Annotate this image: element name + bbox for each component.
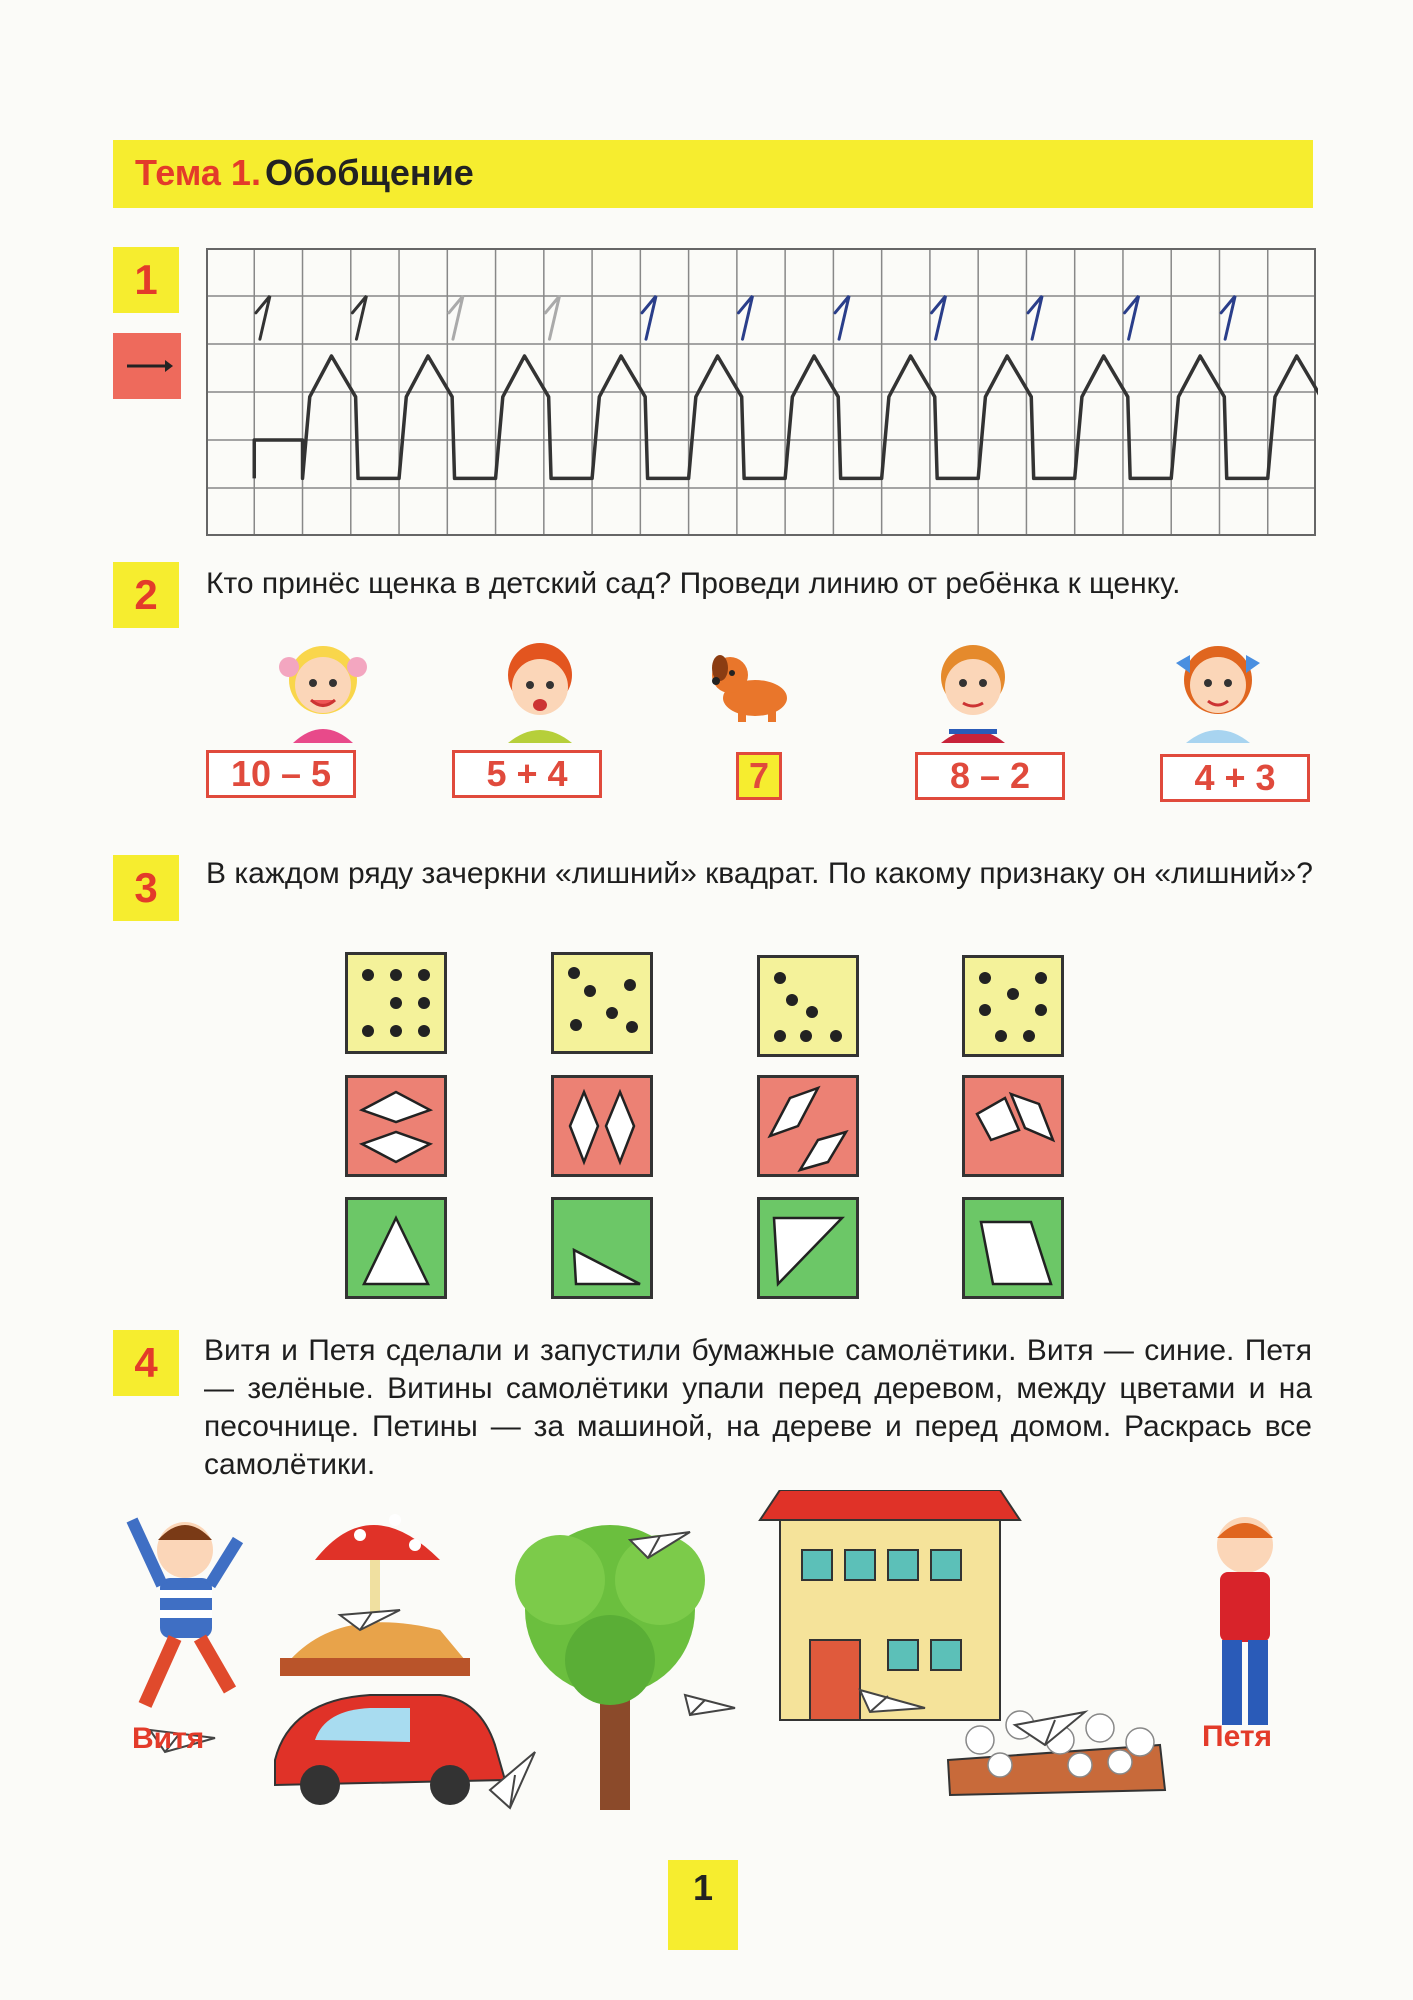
arrow-right-icon xyxy=(113,333,181,399)
expression-box-puppy: 7 xyxy=(736,752,782,800)
digit-one-sample xyxy=(256,296,270,339)
task-1-number: 1 xyxy=(113,247,179,313)
digit-one-sample xyxy=(835,296,849,339)
triangle-square-1 xyxy=(345,1197,447,1299)
copybook-grid xyxy=(206,248,1318,538)
rhombus-square-3 xyxy=(757,1075,859,1177)
boy-petya-figure xyxy=(1217,1517,1273,1725)
task-2-number: 2 xyxy=(113,562,179,628)
digit-one-sample xyxy=(932,296,946,339)
expression-box-4: 4 + 3 xyxy=(1160,754,1310,802)
triangle-square-3 xyxy=(757,1197,859,1299)
topic-header xyxy=(113,140,1313,208)
topic-title: Обобщение xyxy=(265,152,474,193)
tree-figure xyxy=(515,1525,705,1810)
girl-avatar xyxy=(279,646,367,743)
petya-label: Петя xyxy=(1202,1720,1273,1753)
rhombus-square-4 xyxy=(962,1075,1064,1177)
triangle-square-2 xyxy=(551,1197,653,1299)
expression-box-3: 8 – 2 xyxy=(915,752,1065,800)
sandbox-figure xyxy=(280,1514,470,1676)
vitya-label: Витя xyxy=(132,1722,205,1755)
boy-avatar xyxy=(941,645,1005,743)
paper-plane-icon xyxy=(685,1695,735,1715)
digit-one-sample xyxy=(1221,296,1235,339)
children-row xyxy=(240,625,1300,745)
digit-one-sample xyxy=(1125,296,1139,339)
dice-square-2 xyxy=(551,952,653,1054)
task-4-text: Витя и Петя сделали и запустили бумажные самолётики. Витя — синие. Петя — зелёные. Витины самолётики упали перед деревом, между цветами и на песочнице. Петины — за машиной, на дереве и перед домом. Раскрась все самолётики. xyxy=(204,1334,1312,1481)
expression-box-2: 5 + 4 xyxy=(452,750,602,798)
girl-avatar xyxy=(1176,646,1260,743)
expression-box-1: 10 – 5 xyxy=(206,750,356,798)
digit-one-sample xyxy=(739,296,753,339)
car-figure xyxy=(275,1695,505,1805)
digit-one-sample xyxy=(352,296,366,339)
digit-one-sample xyxy=(545,296,559,339)
digit-one-sample xyxy=(642,296,656,339)
puppy-icon xyxy=(712,655,787,722)
rhombus-square-1 xyxy=(345,1075,447,1177)
topic-label: Тема 1. xyxy=(135,152,261,193)
quadrilateral-square-4 xyxy=(962,1197,1064,1299)
boy-avatar xyxy=(508,643,572,743)
task-4-number: 4 xyxy=(113,1330,179,1396)
task-3-number: 3 xyxy=(113,855,179,921)
digit-one-sample xyxy=(449,296,463,339)
rhombus-square-2 xyxy=(551,1075,653,1177)
task-3-text: В каждом ряду зачеркни «лишний» квадрат. По какому признаку он «лишний»? xyxy=(206,857,1313,890)
boy-vitya-figure xyxy=(132,1520,238,1705)
dice-square-4 xyxy=(962,955,1064,1057)
dice-square-1 xyxy=(345,952,447,1054)
house-figure xyxy=(760,1490,1020,1720)
page-number: 1 xyxy=(668,1860,738,1950)
task-2-text: Кто принёс щенка в детский сад? Проведи линию от ребёнка к щенку. xyxy=(206,567,1181,600)
digit-one-sample xyxy=(1028,296,1042,339)
dice-square-3 xyxy=(757,955,859,1057)
scene-illustration xyxy=(110,1490,1310,1850)
